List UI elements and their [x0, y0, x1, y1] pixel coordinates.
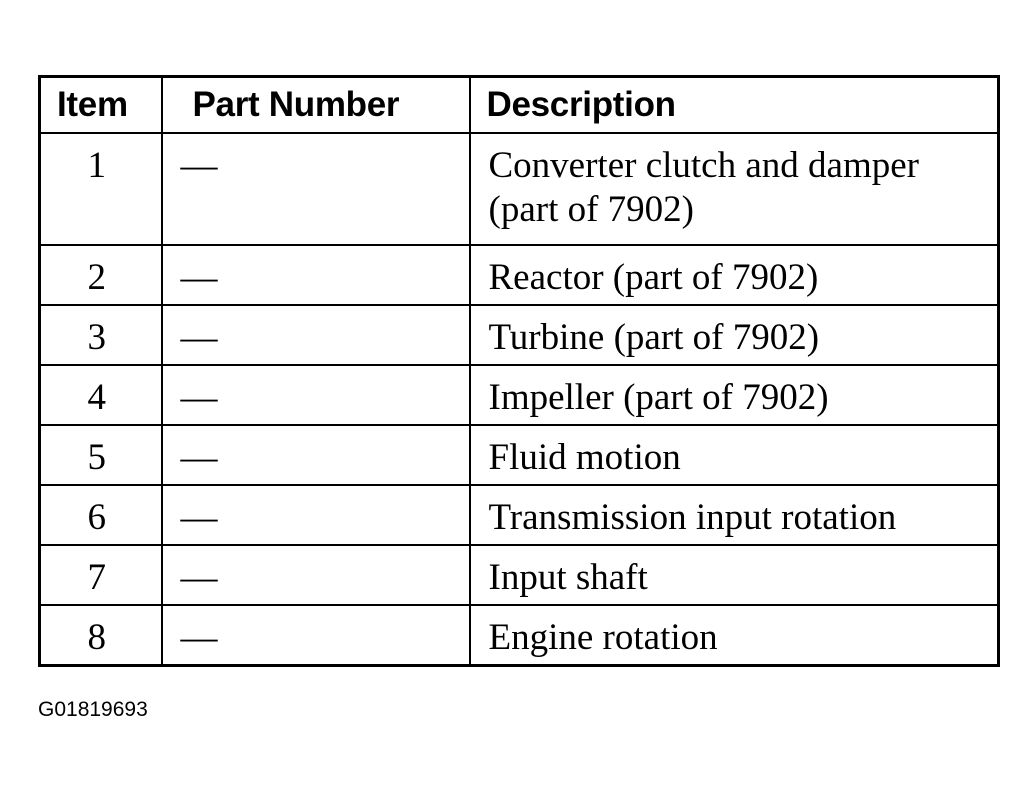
- description: Reactor (part of 7902): [470, 245, 999, 305]
- description: Fluid motion: [470, 425, 999, 485]
- table-body: [40, 133, 999, 665]
- part-number: —: [162, 425, 470, 485]
- table-row: [40, 365, 999, 425]
- item-number: 5: [40, 425, 162, 485]
- description: Transmission input rotation: [470, 485, 999, 545]
- part-number: —: [162, 365, 470, 425]
- table-row: [40, 133, 999, 245]
- item-number: 3: [40, 305, 162, 365]
- description: Input shaft: [470, 545, 999, 605]
- item-number: 8: [40, 605, 162, 665]
- figure-id: G01819693: [38, 698, 148, 721]
- table-row: [40, 545, 999, 605]
- description: Impeller (part of 7902): [470, 365, 999, 425]
- column-header-item: Item: [40, 77, 162, 134]
- part-number: —: [162, 605, 470, 665]
- part-number: —: [162, 305, 470, 365]
- table-header: [40, 77, 999, 134]
- part-number: —: [162, 485, 470, 545]
- item-number: 2: [40, 245, 162, 305]
- parts-table: [38, 75, 1000, 667]
- item-number: 7: [40, 545, 162, 605]
- item-number: 4: [40, 365, 162, 425]
- table-row: [40, 245, 999, 305]
- header-row: [40, 77, 999, 134]
- table-row: [40, 305, 999, 365]
- description: Converter clutch and damper (part of 7902): [470, 133, 999, 245]
- part-number: —: [162, 545, 470, 605]
- table-row: [40, 605, 999, 665]
- column-header-description: Description: [470, 77, 999, 134]
- part-number: —: [162, 133, 470, 245]
- item-number: 6: [40, 485, 162, 545]
- table-row: [40, 485, 999, 545]
- column-header-part-number: Part Number: [162, 77, 470, 134]
- part-number: —: [162, 245, 470, 305]
- description: Turbine (part of 7902): [470, 305, 999, 365]
- description: Engine rotation: [470, 605, 999, 665]
- item-number: 1: [40, 133, 162, 245]
- table-row: [40, 425, 999, 485]
